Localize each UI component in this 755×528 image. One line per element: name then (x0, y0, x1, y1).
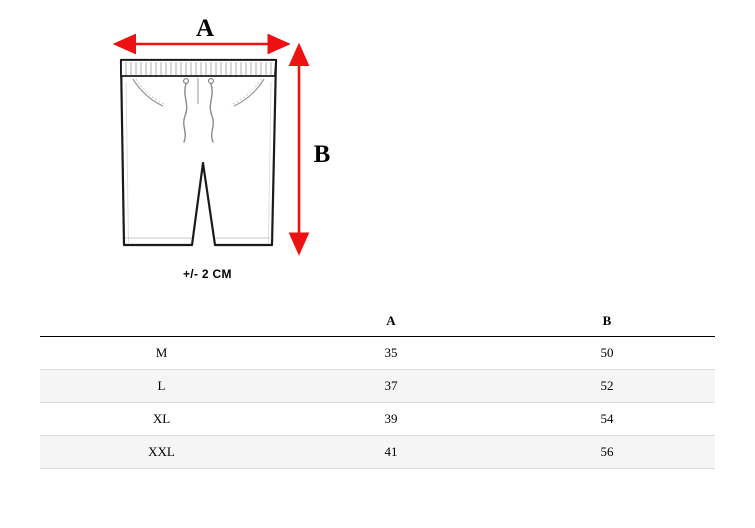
shorts-outline (121, 60, 276, 245)
cell-a: 39 (384, 411, 398, 426)
shorts-illustration (0, 0, 400, 300)
cell-a: 41 (384, 444, 398, 459)
header-size (40, 306, 283, 337)
header-a: A (283, 306, 499, 337)
table-row (40, 370, 715, 403)
table-row (40, 337, 715, 370)
header-b: B (499, 306, 715, 337)
cell-size: M (155, 345, 168, 360)
dimension-a-label: A (195, 15, 215, 42)
table-row (40, 403, 715, 436)
dimension-b-label: B (313, 141, 331, 168)
table-header-row (40, 306, 715, 337)
cell-size: L (157, 378, 166, 393)
cell-a: 35 (384, 345, 398, 360)
size-chart-diagram (0, 0, 400, 300)
cell-a: 37 (384, 378, 398, 393)
table-head (40, 306, 715, 337)
cell-size: XXL (148, 444, 175, 459)
tolerance-note: +/- 2 CM (183, 267, 232, 281)
table-body (40, 337, 715, 469)
size-table (40, 306, 715, 469)
table-row (40, 436, 715, 469)
cell-b: 52 (600, 378, 614, 393)
cell-b: 50 (600, 345, 614, 360)
cell-b: 54 (600, 411, 614, 426)
cell-b: 56 (600, 444, 614, 459)
cell-size: XL (152, 411, 171, 426)
